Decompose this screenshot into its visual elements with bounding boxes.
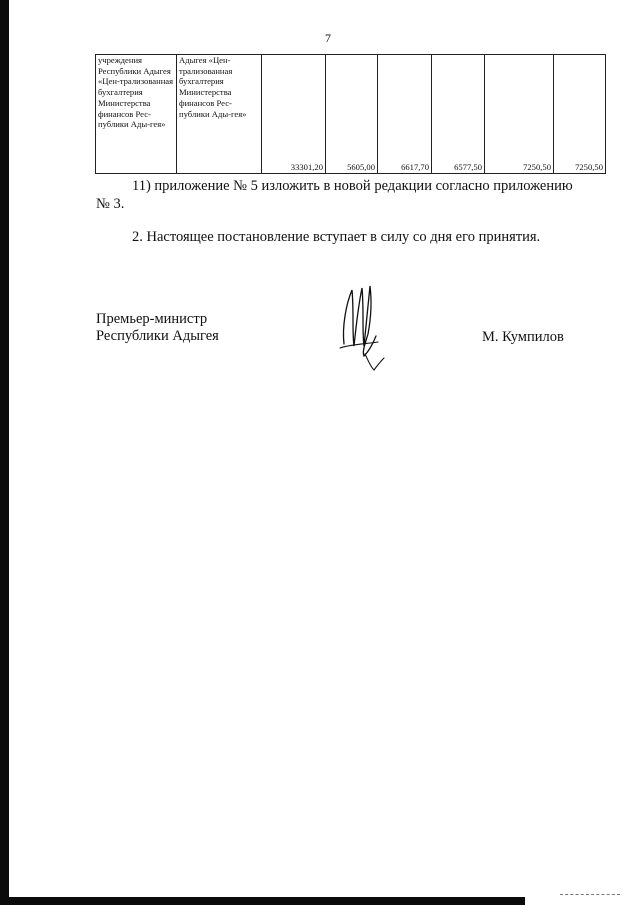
handwritten-signature <box>332 282 392 372</box>
table-cell-value: 5605,00 <box>326 55 378 174</box>
table-cell-value: 33301,20 <box>262 55 326 174</box>
signatory-title <box>96 311 219 345</box>
signatory-name: М. Кумпилов <box>482 329 564 345</box>
table-cell-value: 7250,50 <box>485 55 554 174</box>
paragraph-item-2: 2. Настоящее постановление вступает в силу со дня его принятия. <box>132 229 541 245</box>
table-cell-institution <box>96 55 177 174</box>
table-cell-value: 6617,70 <box>378 55 432 174</box>
scan-edge-dash <box>560 893 620 895</box>
signatory-title-line1: Премьер-министр <box>96 311 208 327</box>
table-row <box>96 55 606 174</box>
table-cell-value: 6577,50 <box>432 55 485 174</box>
table-cell-institution-cont <box>177 55 262 174</box>
table-cell-value: 7250,50 <box>554 55 606 174</box>
page-number: 7 <box>325 31 331 45</box>
institution-text-cont: Адыгея «Цен-трализованная бухгалтерия Министерства финансов Рес-публики Ады-гея» <box>179 55 247 119</box>
scan-edge-bottom <box>0 897 525 905</box>
paragraph-item-11: 11) приложение № 5 изложить в новой редакции согласно приложению № 3. <box>96 178 573 212</box>
signatory-title-line2: Республики Адыгея <box>96 328 219 344</box>
scan-edge-left <box>0 0 9 905</box>
finance-table <box>95 54 606 174</box>
institution-text: учреждения Республики Адыгея «Цен-трализованная бухгалтерия Министерства финансов Рес-публики Ады-гея» <box>98 55 174 130</box>
